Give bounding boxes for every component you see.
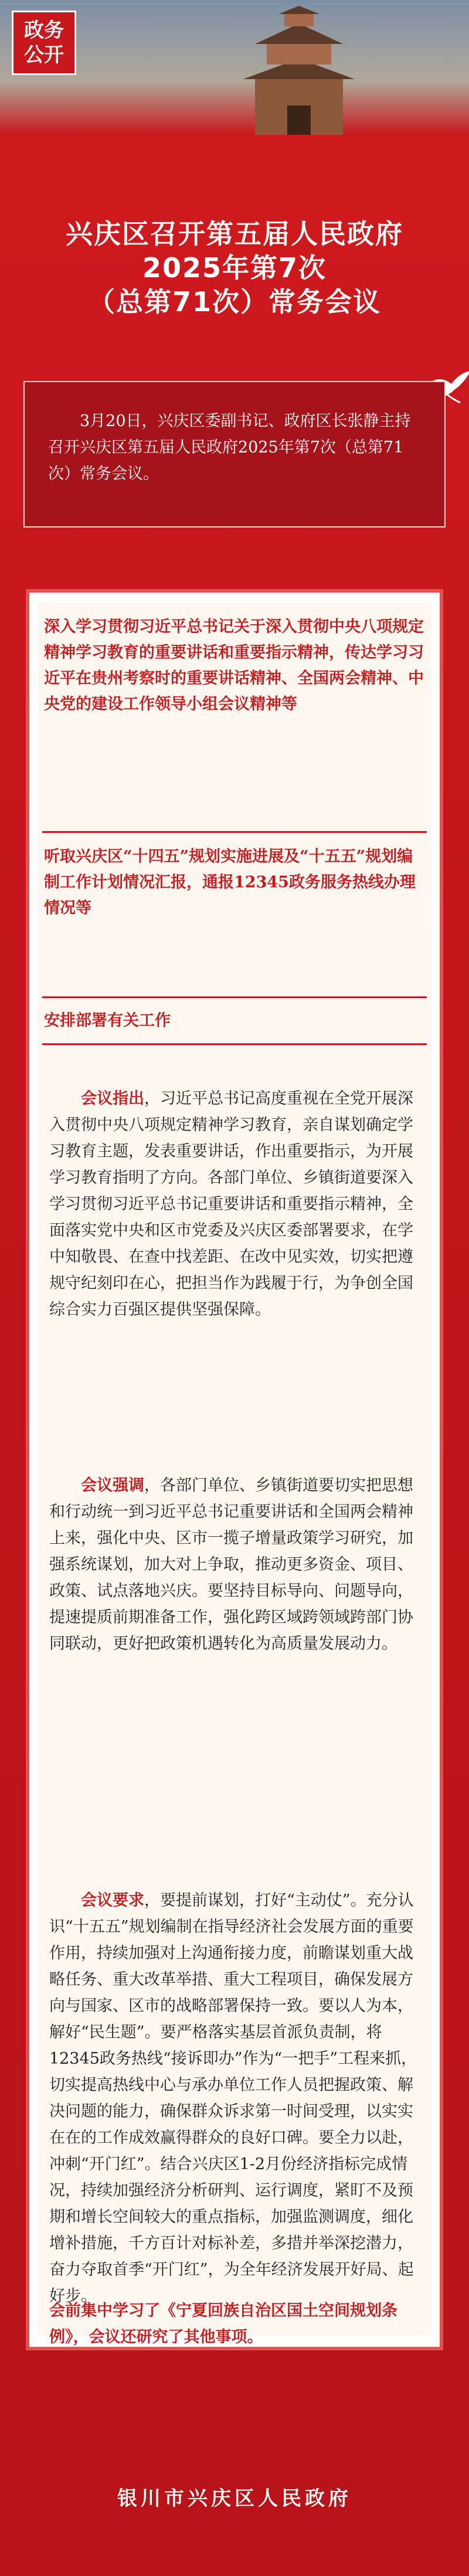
divider	[42, 996, 427, 998]
paragraph-meeting-emphasized	[49, 1472, 420, 1657]
paragraph-lead: 会议要求	[81, 1891, 144, 1910]
paragraph-body: ，要提前谋划，打好“主动仗”。充分认识“十五五”规划编制在指导经济社会发展方面的重要作用，持续加强对上沟通衔接力度，前瞻谋划重大战略任务、重大改革举措、重大工程项目，确保发展方向与国家、区市的战略部署保持一致。要以人为本，解好“民生题”。要严格落实基层首派负责制，将12345政务热线“接诉即办”作为“一把手”工程来抓，切实提高热线中心与承办单位工作人员把握政策、解决问题的能力，确保群众诉求第一时间受理，以实实在在的工作成效赢得群众的良好口碑。要全力以赴，冲刺“开门红”。结合兴庆区1-2月份经济指标完成情况，持续加强经济分析研判、运行调度，紧盯不及预期和增长空间较大的重点指标，加强监测调度，细化增补措施，千方百计对标补差，多措并举深挖潜力，奋力夺取首季“开门红”，为全年经济发展开好局、起好步。	[49, 1891, 417, 2305]
hero-banner	[0, 0, 469, 135]
paragraph-body: ，习近平总书记高度重视在全党开展深入贯彻中央八项规定精神学习教育，亲自谋划确定学习教育主题，发表重要讲话，作出重要指示，为开展学习教育指明了方向。各部门单位、乡镇街道要深入学习贯彻习近平总书记重要讲话和重要指示精神，全面落实党中央和区市党委及兴庆区委部署要求，在学中知敬畏、在查中找差距、在改中见实效，切实把遵规守纪刻印在心，把担当作为践履于行，为争创全国综合实力百强区提供坚强保障。	[49, 1090, 413, 1319]
logo-line2: 公开	[24, 43, 64, 67]
drum-tower-illustration	[232, 6, 366, 135]
intro-text: 3月20日，兴庆区委副书记、政府区长张静主持召开兴庆区第五届人民政府2025年第7次（总第71次）常务会议。	[23, 381, 446, 528]
title-line2: 2025年第7次	[142, 252, 327, 284]
logo-line1: 政务	[24, 19, 64, 42]
title-line3: （总第71次）常务会议	[87, 286, 381, 318]
page-title	[0, 217, 469, 319]
footer-publisher: 银川市兴庆区人民政府	[117, 2487, 352, 2510]
closing-text: 会前集中学习了《宁夏回族自治区国土空间规划条例》，会议还研究了其他事项。	[49, 2302, 397, 2346]
topic-item: 安排部署有关工作	[44, 1012, 171, 1030]
paragraph-lead: 会议强调	[81, 1476, 144, 1495]
topic-item: 听取兴庆区“十四五”规划实施进展及“十五五”规划编制工作计划情况汇报，通报12345政务服务热线办理情况等	[44, 848, 416, 917]
paragraph-body: ，各部门单位、乡镇街道要切实把思想和行动统一到习近平总书记重要讲话和全国两会精神上来，强化中央、区市一揽子增量政策学习研究，加强系统谋划，加大对上争取，推动更多资金、项目、政策、试点落地兴庆。要坚持目标导向、问题导向，提速提质前期准备工作，强化跨区域跨领域跨部门协同联动，更好把政策机遇转化为高质量发展动力。	[49, 1476, 413, 1653]
topic-item: 深入学习贯彻习近平总书记关于深入贯彻中央八项规定精神学习教育的重要讲话和重要指示精神，传达学习习近平在贵州考察时的重要讲话精神、全国两会精神、中央党的建设工作领导小组会议精神等	[44, 618, 424, 713]
title-line1: 兴庆区召开第五届人民政府	[66, 218, 403, 250]
paragraph-meeting-pointed	[49, 1085, 420, 1323]
divider	[42, 831, 427, 833]
paragraph-lead: 会议指出	[81, 1090, 144, 1108]
paragraph-meeting-required	[49, 1887, 420, 2309]
divider	[42, 1043, 427, 1045]
government-affairs-logo	[12, 11, 76, 75]
